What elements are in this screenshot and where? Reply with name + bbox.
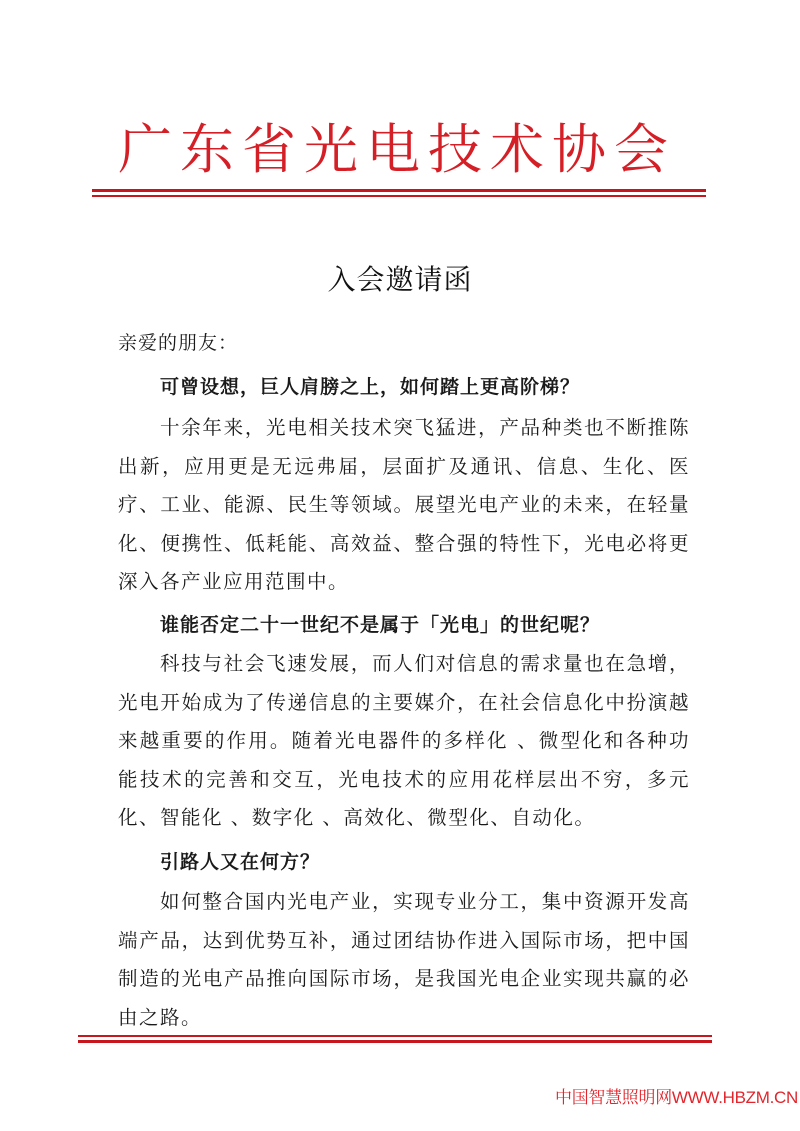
header-rule-thick xyxy=(92,189,706,192)
salutation: 亲爱的朋友： xyxy=(118,332,239,354)
footer-rule-thin xyxy=(78,1035,712,1037)
section-body-1: 十余年来，光电相关技术突飞猛进，产品种类也不断推陈出新，应用更是无远弗届，层面扩及通讯、信息、生化、医疗、工业、能源、民生等领域。展望光电产业的未来，在轻量化、便携性、低耗能、高效益、整合强的特性下，光电必将更深入各产业应用范围中。 xyxy=(118,416,690,593)
watermark-text: 中国智慧照明网WWW.HBZM.CN xyxy=(555,1088,798,1107)
section-heading-3: 引路人又在何方？ xyxy=(160,851,321,873)
footer-rule-thick xyxy=(78,1040,712,1043)
organization-name: 广东省光电技术协会 xyxy=(118,118,676,181)
section-heading-1: 可曾设想，巨人肩膀之上，如何踏上更高阶梯？ xyxy=(160,376,581,398)
section-heading-2: 谁能否定二十一世纪不是属于「光电」的世纪呢？ xyxy=(160,614,601,636)
section-body-2: 科技与社会飞速发展，而人们对信息的需求量也在急增，光电开始成为了传递信息的主要媒介，在社会信息化中扮演越来越重要的作用。随着光电器件的多样化 、微型化和各种功能技术的完善和交互，光电技术的应用花样层出不穷，多元化、智能化 、数字化 、高效化、微型化、自动化。 xyxy=(118,652,690,829)
section-body-3: 如何整合国内光电产业，实现专业分工，集中资源开发高端产品，达到优势互补，通过团结协作进入国际市场，把中国制造的光电产品推向国际市场，是我国光电企业实现共赢的必由之路。 xyxy=(118,890,690,1029)
document-title: 入会邀请函 xyxy=(327,263,473,296)
header-rule-thin xyxy=(92,195,706,197)
